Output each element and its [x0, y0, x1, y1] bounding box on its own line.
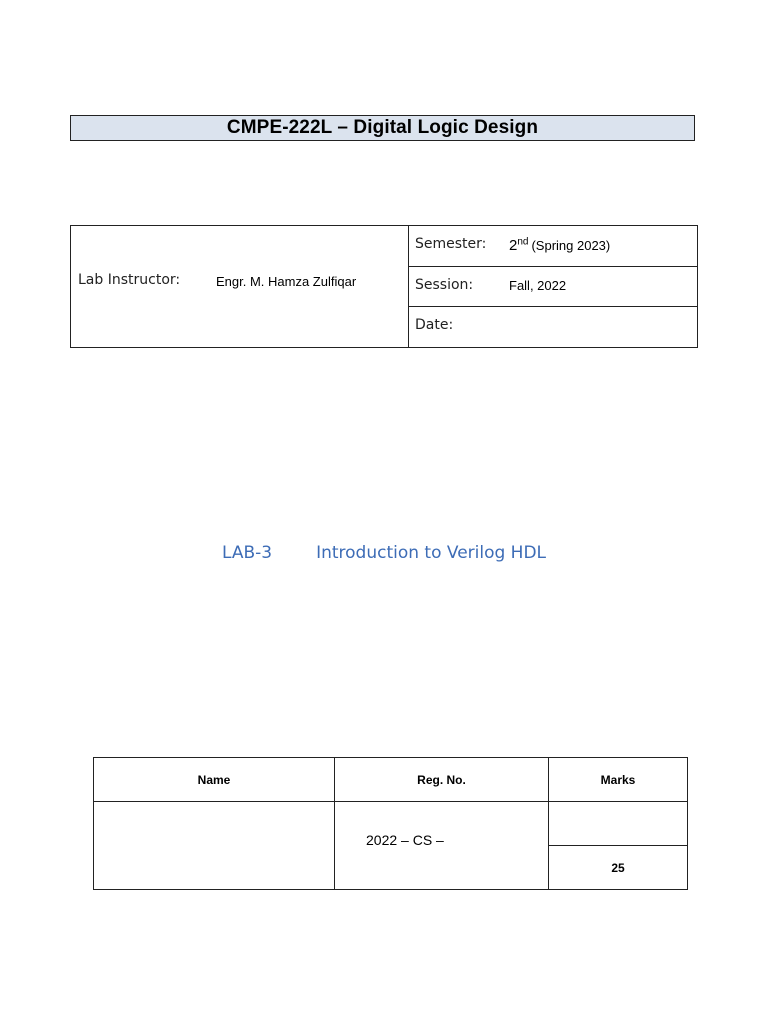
semester-detail: (Spring 2023)	[531, 238, 611, 253]
semester-label: Semester:	[415, 236, 487, 252]
semester-value	[509, 237, 610, 254]
lab-heading	[0, 543, 768, 563]
instructor-label: Lab Instructor:	[78, 272, 181, 288]
semester-number: 2	[509, 237, 518, 254]
student-name-cell	[94, 802, 335, 889]
student-table	[93, 757, 688, 890]
course-title: CMPE-222L – Digital Logic Design	[226, 117, 539, 138]
header-marks: Marks	[600, 772, 636, 787]
instructor-value: Engr. M. Hamza Zulfiqar	[216, 274, 357, 289]
marks-total-cell: 25	[611, 860, 625, 875]
marks-cell	[549, 802, 687, 889]
date-row	[409, 307, 697, 347]
reg-no-cell: 2022 – CS –	[335, 802, 549, 889]
semester-row	[409, 226, 697, 267]
course-title-banner	[70, 115, 695, 141]
date-label: Date:	[415, 317, 454, 334]
header-reg-no: Reg. No.	[335, 758, 549, 801]
student-table-header	[94, 758, 687, 802]
lab-number: LAB-3	[221, 543, 273, 563]
lab-info-table	[70, 225, 698, 348]
semester-suffix: nd	[517, 236, 529, 248]
session-value: Fall, 2022	[509, 277, 567, 293]
lab-title: Introduction to Verilog HDL	[316, 543, 547, 563]
session-row	[409, 267, 697, 308]
info-right-column	[409, 226, 697, 347]
marks-obtained-cell	[549, 802, 687, 846]
instructor-cell	[71, 226, 409, 347]
header-name: Name	[94, 758, 335, 801]
session-label: Session:	[415, 276, 474, 293]
student-table-row	[94, 802, 687, 889]
